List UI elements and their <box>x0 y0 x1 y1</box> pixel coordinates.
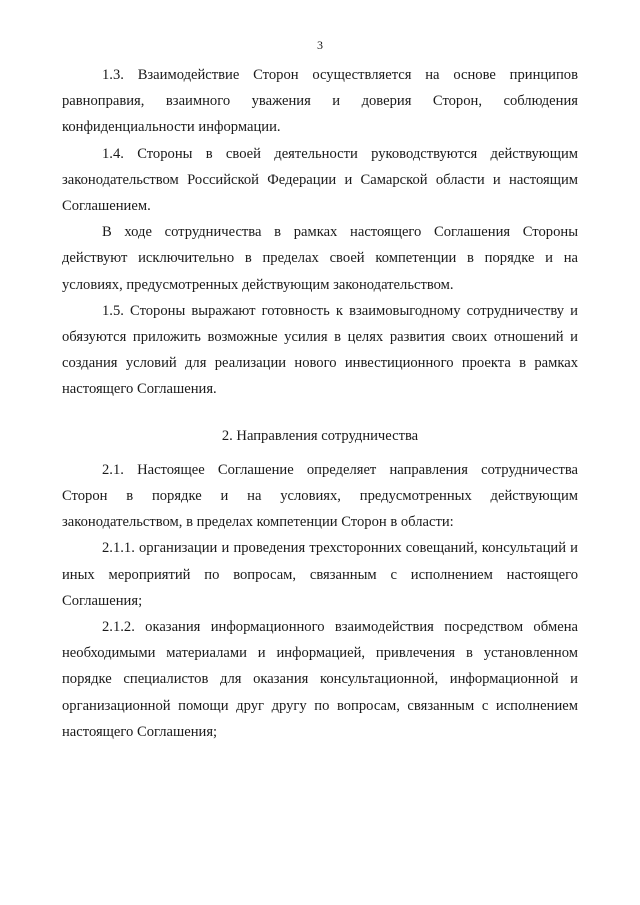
paragraph-1-3: 1.3. Взаимодействие Сторон осуществляется на основе принципов равноправия, взаимного уважения и доверия Сторон, соблюдения конфиденциальности информации. <box>62 67 578 136</box>
section-title: 2. Направления сотрудничества <box>221 427 419 444</box>
paragraph-1-5: 1.5. Стороны выражают готовность к взаимовыгодному сотрудничеству и обязуются приложить возможные усилия в целях развития своих отношений и создания условий для реализации нового инвестиционного проекта в рамках настоящего Соглашения. <box>62 302 578 398</box>
paragraph-2-1-1: 2.1.1. организации и проведения трехсторонних совещаний, консультаций и иных мероприятий по вопросам, связанным с исполнением настоящего Соглашения; <box>62 540 578 609</box>
document-body <box>62 62 578 745</box>
paragraph-competence: В ходе сотрудничества в рамках настоящего Соглашения Стороны действуют исключительно в пределах своей компетенции в порядке и на условиях, предусмотренных действующим законодательством. <box>62 224 578 293</box>
paragraph-1-4: 1.4. Стороны в своей деятельности руководствуются действующим законодательством Российской Федерации и Самарской области и настоящим Соглашением. <box>62 145 578 215</box>
page-number: 3 <box>317 38 323 52</box>
paragraph-2-1-2: 2.1.2. оказания информационного взаимодействия посредством обмена необходимыми материалами и информацией, привлечения в установленном порядке специалистов для оказания консультационной, информационной и организационной помощи друг другу по вопросам, связанным с исполнением настоящего Соглашения; <box>62 619 578 740</box>
paragraph-2-1: 2.1. Настоящее Соглашение определяет направления сотрудничества Сторон в порядке и на условиях, предусмотренных действующим законодательством, в пределах компетенции Сторон в области: <box>62 461 578 531</box>
